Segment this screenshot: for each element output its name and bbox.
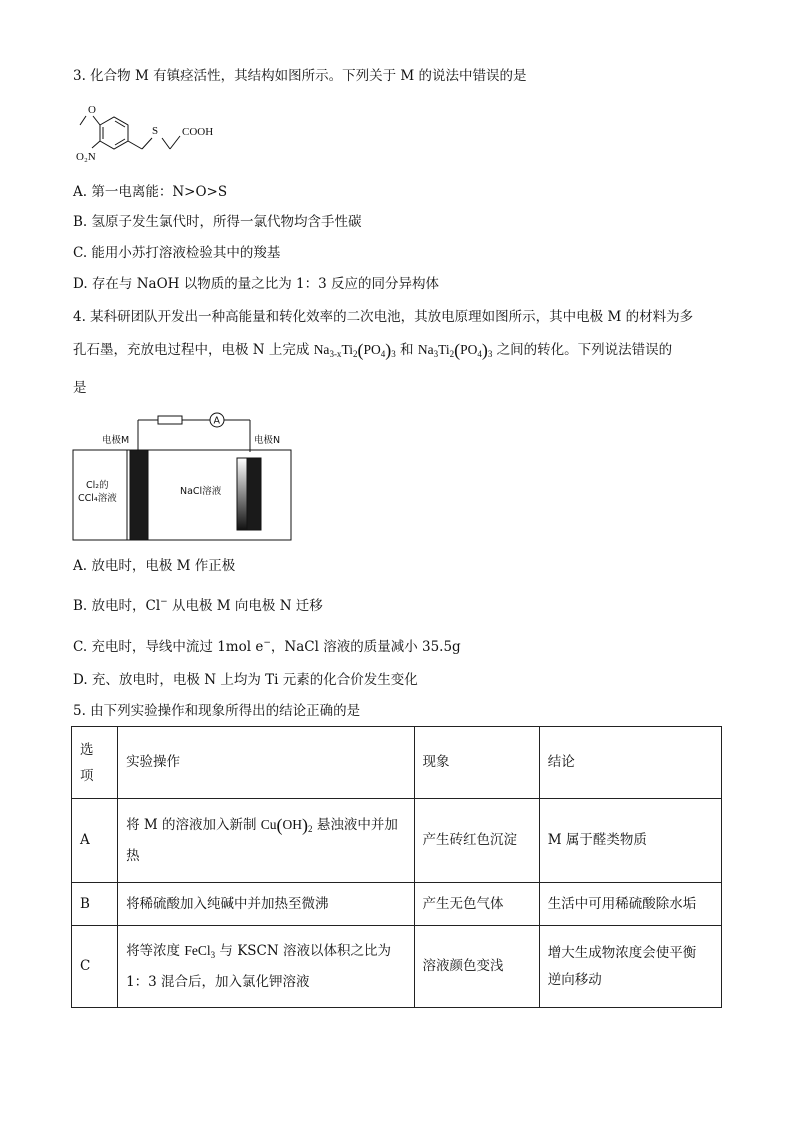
cl2-solution-label-1: Cl₂的: [86, 480, 109, 491]
row-c-operation: 将等浓度 FeCl$_3$ 与 KSCN 溶液以体积之比为 1：3 混合后，加入氯化钾溶液: [118, 926, 414, 1008]
header-phenomenon: 现象: [414, 727, 539, 799]
row-b-operation: 将稀硫酸加入纯碱中并加热至微沸: [118, 883, 414, 926]
table-row: [72, 883, 722, 926]
q3-option-b: B. 氢原子发生氯代时，所得一氯代物均含手性碳: [73, 214, 362, 230]
row-a-operation: 将 M 的溶液加入新制 $Cu(OH)_2$ 悬浊液中并加 热: [118, 799, 414, 883]
compound-m-structure: [70, 96, 230, 166]
q3-option-d: D. 存在与 NaOH 以物质的量之比为 1：3 反应的同分异构体: [73, 276, 439, 292]
experiment-table: [71, 726, 722, 1008]
table-header-row: [72, 727, 722, 799]
resistor-icon: [158, 416, 182, 424]
q4-option-d: D. 充、放电时，电极 N 上均为 Ti 元素的化合价发生变化: [73, 672, 418, 688]
electrode-m: [130, 450, 148, 540]
q3-option-c: C. 能用小苏打溶液检验其中的羧基: [73, 245, 281, 261]
row-c-phenomenon: 溶液颜色变浅: [414, 926, 539, 1008]
methoxy-oxygen-label: O: [88, 104, 96, 116]
q4-option-c: C. 充电时，导线中流过 1mol e−，NaCl 溶液的质量减小 35.5g: [73, 638, 461, 655]
row-b-conclusion: 生活中可用稀硫酸除水垢: [539, 883, 721, 926]
header-option: 选 项: [72, 727, 118, 799]
row-b-phenomenon: 产生无色气体: [414, 883, 539, 926]
nacl-solution-label: NaCl溶液: [180, 486, 222, 497]
row-a-conclusion: M 属于醛类物质: [539, 799, 721, 883]
electrode-n: [247, 458, 261, 530]
electrode-m-label: 电极M: [102, 435, 130, 446]
row-c-option: C: [72, 926, 118, 1008]
table-row: [72, 799, 722, 883]
header-conclusion: 结论: [539, 727, 721, 799]
electrode-n-label: 电极N: [254, 435, 281, 446]
q4-option-b: B. 放电时，Cl− 从电极 M 向电极 N 迁移: [73, 597, 323, 614]
question-5-stem: 5. 由下列实验操作和现象所得出的结论正确的是: [73, 703, 361, 719]
nitro-group-label: O₂N: [76, 151, 96, 163]
battery-diagram: [70, 410, 295, 545]
header-operation: 实验操作: [118, 727, 414, 799]
ammeter-label: A: [213, 415, 220, 427]
row-b-option: B: [72, 883, 118, 926]
question-4-stem-line1: 4. 某科研团队开发出一种高能量和转化效率的二次电池，其放电原理如图所示，其中电极 M 的材料为多: [73, 309, 694, 325]
sulfur-label: S: [152, 125, 159, 137]
row-a-phenomenon: 产生砖红色沉淀: [414, 799, 539, 883]
formula-na3: $Na_3Ti_2(PO_4)_3$: [417, 340, 493, 360]
carboxyl-label: COOH: [182, 126, 214, 138]
q3-option-a: A. 第一电离能：N>O>S: [73, 184, 228, 200]
question-4-stem-line3: 是: [73, 380, 87, 396]
row-c-conclusion: 增大生成物浓度会使平衡 逆向移动: [539, 926, 721, 1008]
table-row: [72, 926, 722, 1008]
q4-option-a: A. 放电时，电极 M 作正极: [73, 558, 236, 574]
question-4-stem-line2: 孔石墨，充放电过程中，电极 N 上完成 $Na_{3-x}Ti_2(PO_4)_3$ 和 $Na_3Ti_2(PO_4)_3$ 之间的转化。下列说法错误的: [73, 340, 673, 360]
formula-na3x: $Na_{3-x}Ti_2(PO_4)_3$: [313, 340, 396, 360]
question-3-stem: 3. 化合物 M 有镇痉活性，其结构如图所示。下列关于 M 的说法中错误的是: [73, 68, 527, 84]
row-a-option: A: [72, 799, 118, 883]
cl2-solution-label-2: CCl₄溶液: [78, 493, 117, 504]
